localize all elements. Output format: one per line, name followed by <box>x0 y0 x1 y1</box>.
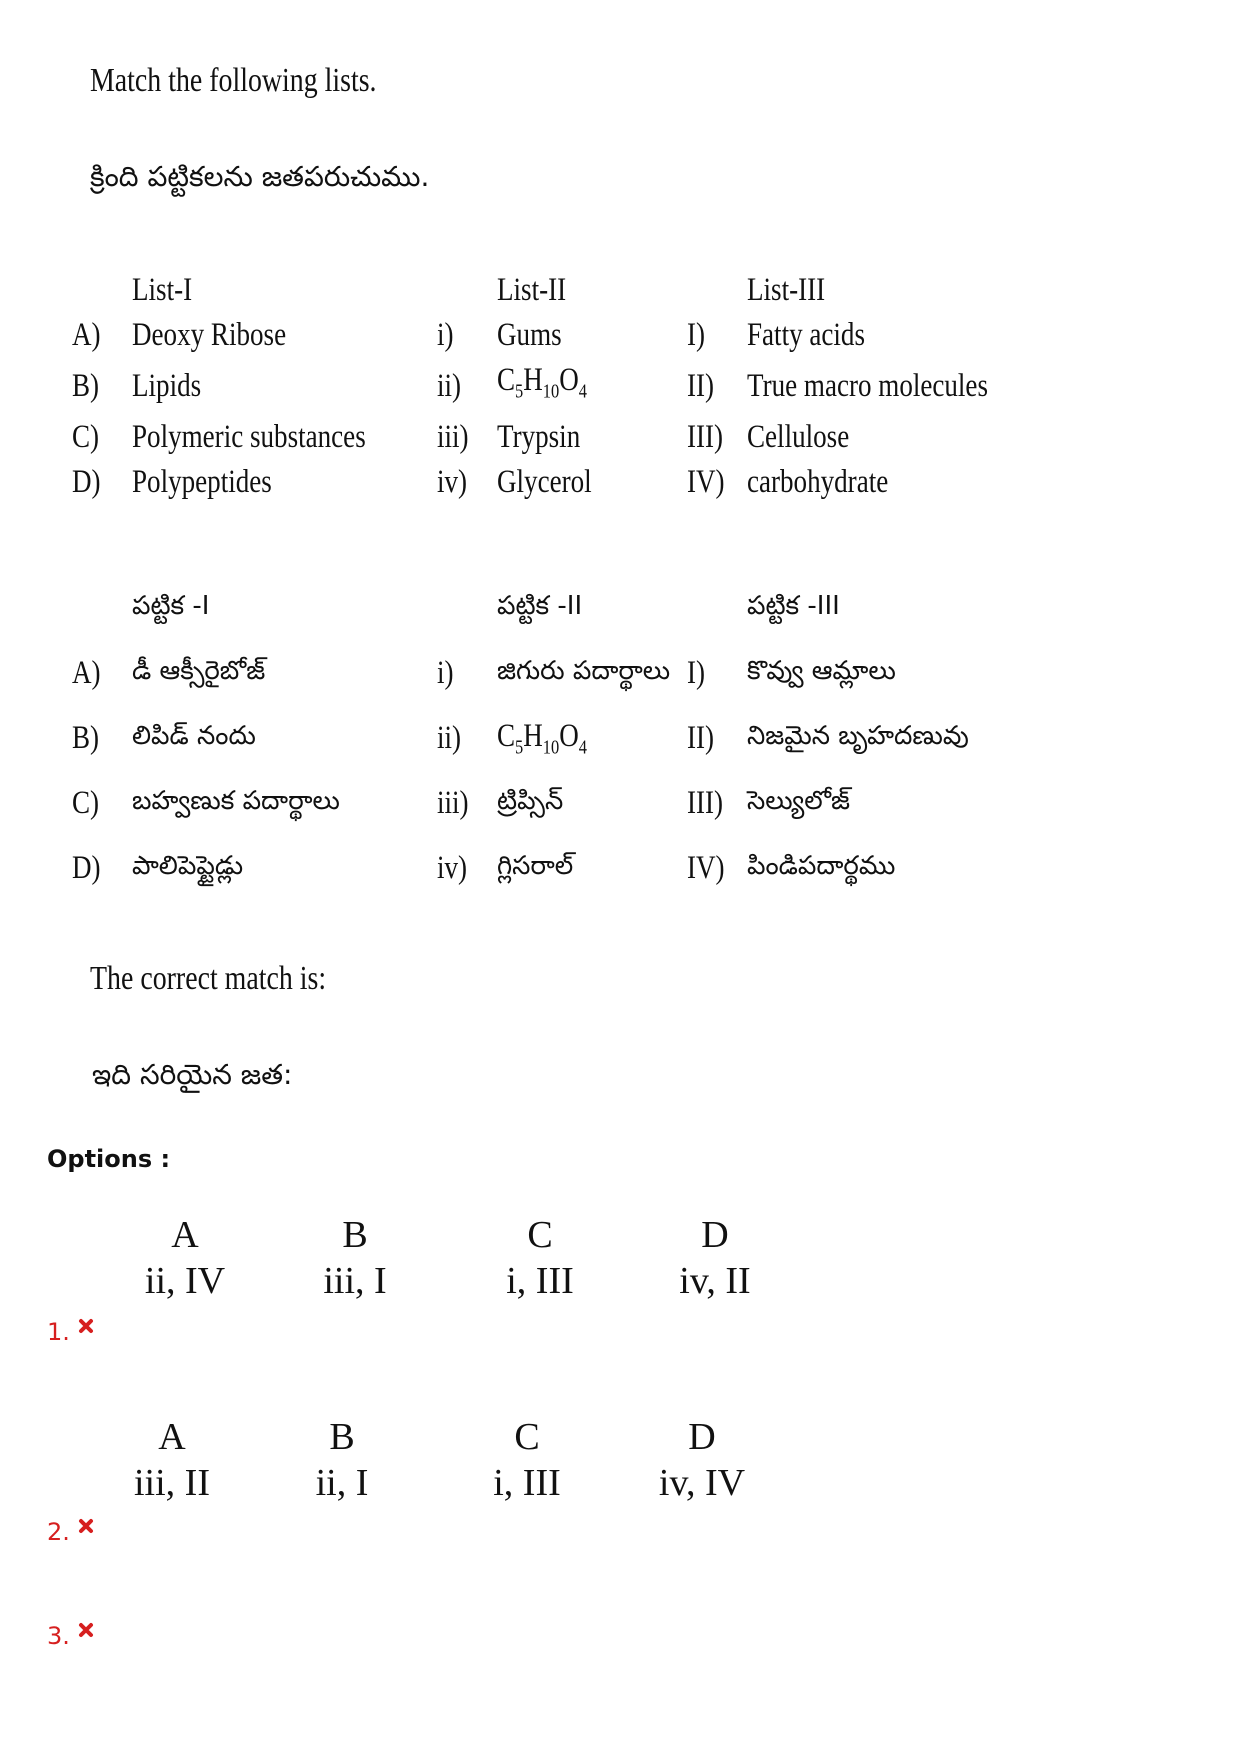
option-value: ii, I <box>315 1462 369 1504</box>
list-1-header: పట్టిక -I <box>132 590 210 621</box>
list-3-item: True macro molecules <box>747 367 988 404</box>
formula-c: C <box>497 362 516 398</box>
list-header-row <box>72 576 1077 641</box>
row-label: iii) <box>437 785 469 821</box>
option-header: B <box>342 1214 368 1256</box>
option-number: 3. <box>47 1622 70 1650</box>
list-table-telugu <box>72 576 1077 901</box>
chemical-formula <box>497 718 587 760</box>
row-label: D) <box>72 850 101 886</box>
option-value: iii, II <box>134 1462 210 1504</box>
list-3-header: పట్టిక -III <box>747 590 840 621</box>
correct-match-prompt-telugu: ఇది సరియైన జత: <box>92 1058 293 1091</box>
list-2-item: Glycerol <box>497 463 592 500</box>
row-label: B) <box>72 720 100 756</box>
option-value: iv, II <box>679 1260 751 1302</box>
formula-o: O <box>559 717 579 754</box>
option-header: D <box>688 1416 716 1458</box>
row-label: II) <box>687 720 715 756</box>
list-1-item: పాలిపెప్టైడ్లు <box>132 850 244 881</box>
option-2-marker[interactable] <box>47 1518 94 1546</box>
option-header: A <box>171 1214 199 1256</box>
list-2-item: Trypsin <box>497 418 581 455</box>
option-header: C <box>514 1416 540 1458</box>
list-header-row <box>72 268 1077 313</box>
list-1-header: List-I <box>132 272 193 308</box>
option-value: i, III <box>493 1462 561 1504</box>
list-2-item: జిగురు పదార్థాలు <box>497 655 671 686</box>
list-3-header: List-III <box>747 272 826 308</box>
row-label: IV) <box>687 463 725 500</box>
option-number: 2. <box>47 1518 70 1546</box>
row-label: IV) <box>687 850 725 886</box>
row-label: I) <box>687 655 706 691</box>
row-label: I) <box>687 317 706 353</box>
row-label: A) <box>72 317 101 353</box>
row-label: III) <box>687 785 724 821</box>
formula-sub-5: 5 <box>515 380 524 403</box>
option-value: iii, I <box>323 1260 387 1302</box>
option-1-answer-grid[interactable] <box>105 1212 805 1312</box>
row-label: II) <box>687 367 715 404</box>
row-label: ii) <box>437 367 462 404</box>
list-row <box>72 641 1077 706</box>
option-3-marker[interactable] <box>47 1622 94 1650</box>
list-row <box>72 706 1077 771</box>
list-row <box>72 415 1077 460</box>
formula-c: C <box>497 717 516 754</box>
row-label: A) <box>72 655 101 691</box>
option-header: C <box>527 1214 553 1256</box>
formula-sub-4: 4 <box>578 380 587 403</box>
row-label: C) <box>72 785 100 821</box>
list-row <box>72 771 1077 836</box>
correct-match-prompt: The correct match is: <box>90 960 327 997</box>
list-1-item: Polymeric substances <box>132 418 366 455</box>
list-3-item: నిజమైన బృహదణువు <box>747 720 969 751</box>
list-2-header: List-II <box>497 272 567 308</box>
row-label: i) <box>437 317 454 353</box>
list-2-item: Gums <box>497 317 562 353</box>
list-3-item: Fatty acids <box>747 317 866 353</box>
list-1-item: లిపిడ్ నందు <box>132 720 256 751</box>
list-1-item: బహ్వణుక పదార్థాలు <box>132 785 340 816</box>
option-value: iv, IV <box>658 1462 746 1504</box>
list-3-item: carbohydrate <box>747 463 889 500</box>
list-row <box>72 313 1077 358</box>
option-number: 1. <box>47 1318 70 1346</box>
wrong-answer-icon <box>78 1318 94 1334</box>
formula-sub-4: 4 <box>578 736 587 759</box>
option-1-marker[interactable] <box>47 1318 94 1346</box>
list-1-item: Deoxy Ribose <box>132 317 287 353</box>
list-1-item: Lipids <box>132 367 202 404</box>
option-2-answer-grid[interactable] <box>92 1414 792 1514</box>
row-label: C) <box>72 418 100 455</box>
list-table-english <box>72 268 1077 505</box>
row-label: D) <box>72 463 101 500</box>
formula-sub-10: 10 <box>542 736 560 759</box>
question-title-telugu: క్రింది పట్టికలను జతపరుచుము. <box>90 160 430 193</box>
list-2-item: గ్లిసరాల్ <box>497 850 574 881</box>
option-header: A <box>158 1416 186 1458</box>
formula-h: H <box>523 362 543 398</box>
list-3-item: సెల్యులోజ్ <box>747 785 851 816</box>
list-row <box>72 836 1077 901</box>
list-3-item: Cellulose <box>747 418 850 455</box>
list-1-item: డీ ఆక్సీరైబోజ్ <box>132 655 266 686</box>
wrong-answer-icon <box>78 1622 94 1638</box>
list-2-header: పట్టిక -II <box>497 590 583 621</box>
options-label: Options : <box>47 1145 171 1173</box>
option-value: ii, IV <box>144 1260 226 1302</box>
formula-sub-5: 5 <box>515 736 524 759</box>
wrong-answer-icon <box>78 1518 94 1534</box>
formula-sub-10: 10 <box>542 380 560 403</box>
option-value: i, III <box>506 1260 574 1302</box>
row-label: iii) <box>437 418 469 455</box>
list-3-item: కొవ్వు ఆమ్లాలు <box>747 655 896 686</box>
formula-h: H <box>523 717 543 754</box>
chemical-formula <box>497 358 587 415</box>
row-label: ii) <box>437 720 462 756</box>
list-row <box>72 358 1077 415</box>
option-header: B <box>329 1416 355 1458</box>
row-label: i) <box>437 655 454 691</box>
list-3-item: పిండిపదార్థము <box>747 850 896 881</box>
row-label: iv) <box>437 463 468 500</box>
question-title: Match the following lists. <box>90 62 377 99</box>
option-header: D <box>701 1214 729 1256</box>
formula-o: O <box>559 362 579 398</box>
row-label: B) <box>72 367 100 404</box>
row-label: iv) <box>437 850 468 886</box>
list-1-item: Polypeptides <box>132 463 272 500</box>
list-row <box>72 460 1077 505</box>
row-label: III) <box>687 418 724 455</box>
list-2-item: ట్రిప్సిన్ <box>497 785 564 816</box>
